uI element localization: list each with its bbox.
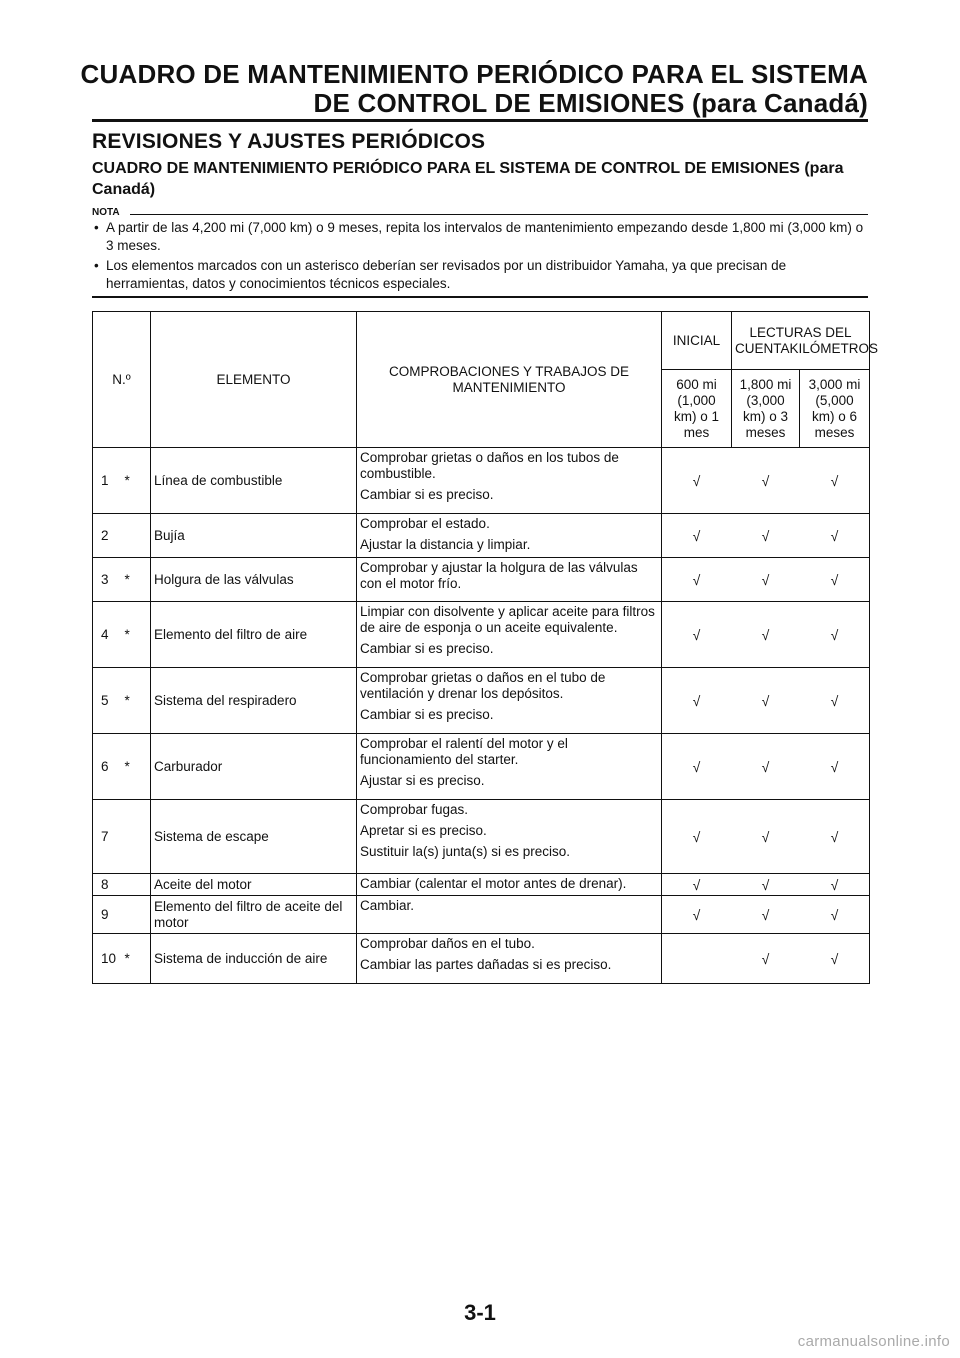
nota-list (92, 219, 868, 295)
row-checks (662, 558, 870, 602)
check-mark: √ (761, 692, 770, 709)
action-line: Ajustar si es preciso. (360, 773, 485, 788)
check-mark: √ (692, 571, 701, 588)
table-row (93, 602, 870, 668)
check-mark: √ (761, 906, 770, 923)
row-number: 7 (93, 800, 123, 874)
action-line: Comprobar el estado. (360, 516, 490, 531)
row-checks (662, 602, 870, 668)
row-number: 4 (93, 602, 123, 668)
check-mark: √ (830, 876, 839, 893)
check-mark: √ (692, 626, 701, 643)
check-mark: √ (830, 758, 839, 775)
row-element: Holgura de las válvulas (151, 558, 357, 602)
table-row (93, 668, 870, 734)
row-asterisk: * (123, 558, 151, 602)
row-asterisk (123, 896, 151, 934)
header-actions: COMPROBACIONES Y TRABAJOS DE MANTENIMIENTO (357, 312, 662, 448)
chapter-title-line-1: CUADRO DE MANTENIMIENTO PERIÓDICO PARA EL SISTEMA (80, 59, 868, 89)
row-actions (357, 668, 662, 734)
row-number: 6 (93, 734, 123, 800)
section-subtitle: CUADRO DE MANTENIMIENTO PERIÓDICO PARA EL SISTEMA DE CONTROL DE EMISIONES (para Canadá) (92, 160, 844, 198)
header-interval-2: 1,800 mi (3,000 km) o 3 meses (732, 370, 800, 448)
check-mark: √ (692, 828, 701, 845)
title-rule (92, 119, 868, 122)
table-row (93, 874, 870, 896)
row-element: Bujía (151, 514, 357, 558)
maintenance-table (92, 311, 879, 984)
header-readings: LECTURAS DEL CUENTAKILÓMETROS (732, 312, 870, 370)
check-mark: √ (692, 906, 701, 923)
row-actions (357, 514, 662, 558)
row-asterisk: * (123, 668, 151, 734)
row-asterisk: * (123, 448, 151, 514)
row-actions (357, 896, 662, 934)
row-number: 9 (93, 896, 123, 934)
row-element: Aceite del motor (151, 874, 357, 896)
action-line: Cambiar si es preciso. (360, 641, 494, 656)
action-line: Comprobar grietas o daños en los tubos de combustible. (360, 450, 619, 481)
check-mark: √ (830, 692, 839, 709)
row-checks (662, 800, 870, 874)
row-element: Sistema de inducción de aire (151, 934, 357, 984)
row-number: 2 (93, 514, 123, 558)
chapter-title-line-2: DE CONTROL DE EMISIONES (para Canadá) (313, 88, 868, 118)
nota-end-rule (92, 296, 868, 298)
table-row (93, 514, 870, 558)
row-checks (662, 874, 870, 896)
nota-label: NOTA (92, 207, 120, 218)
check-mark: √ (830, 906, 839, 923)
check-mark: √ (761, 571, 770, 588)
row-checks (662, 934, 870, 984)
row-actions (357, 734, 662, 800)
table-body (93, 448, 870, 984)
action-line: Apretar si es preciso. (360, 823, 487, 838)
action-line: Sustituir la(s) junta(s) si es preciso. (360, 844, 571, 859)
action-line: Cambiar las partes dañadas si es preciso. (360, 957, 612, 972)
row-checks (662, 514, 870, 558)
check-mark: √ (761, 758, 770, 775)
row-number: 10 (93, 934, 123, 984)
row-asterisk: * (123, 934, 151, 984)
action-line: Ajustar la distancia y limpiar. (360, 537, 531, 552)
row-actions (357, 558, 662, 602)
row-checks (662, 896, 870, 934)
check-mark: √ (692, 876, 701, 893)
row-checks (662, 448, 870, 514)
row-element: Línea de combustible (151, 448, 357, 514)
header-element: ELEMENTO (151, 312, 357, 448)
check-mark: √ (692, 692, 701, 709)
header-initial: INICIAL (662, 312, 732, 370)
table-row (93, 896, 870, 934)
check-mark: √ (830, 472, 839, 489)
check-mark: √ (761, 472, 770, 489)
row-actions (357, 448, 662, 514)
row-number: 3 (93, 558, 123, 602)
row-actions (357, 800, 662, 874)
row-element: Elemento del filtro de aceite del motor (151, 896, 357, 934)
row-asterisk (123, 800, 151, 874)
row-element: Carburador (151, 734, 357, 800)
nota-item: • Los elementos marcados con un asterisco deberían ser revisados por un distribuidor Yamaha, ya que precisan de herramientas, datos y conocimientos técnicos especiales. (92, 257, 868, 293)
action-line: Comprobar fugas. (360, 802, 469, 817)
table-row (93, 800, 870, 874)
check-mark: √ (761, 828, 770, 845)
check-mark: √ (692, 758, 701, 775)
action-line: Cambiar (calentar el motor antes de drenar). (360, 876, 627, 891)
row-number: 5 (93, 668, 123, 734)
row-checks (662, 668, 870, 734)
action-line: Comprobar daños en el tubo. (360, 936, 535, 951)
action-line: Comprobar el ralentí del motor y el funcionamiento del starter. (360, 736, 568, 767)
check-mark: √ (692, 472, 701, 489)
row-actions (357, 874, 662, 896)
row-actions (357, 934, 662, 984)
nota-item: • A partir de las 4,200 mi (7,000 km) o 9 meses, repita los intervalos de mantenimiento empezando desde 1,800 mi (3,000 km) o 3 meses. (92, 219, 868, 255)
table-row (93, 934, 870, 984)
action-line: Limpiar con disolvente y aplicar aceite para filtros de aire de esponja o un aceite equivalente. (360, 604, 655, 635)
action-line: Cambiar. (360, 898, 415, 913)
action-line: Cambiar si es preciso. (360, 487, 494, 502)
row-asterisk (123, 874, 151, 896)
check-mark: √ (761, 876, 770, 893)
table-row (93, 734, 870, 800)
table-row (93, 558, 870, 602)
table-row (93, 448, 870, 514)
row-asterisk: * (123, 734, 151, 800)
check-mark: √ (830, 950, 839, 967)
header-no: N.º (93, 312, 151, 448)
check-mark: √ (830, 571, 839, 588)
page-number: 3-1 (464, 1300, 496, 1325)
row-element: Elemento del filtro de aire (151, 602, 357, 668)
check-mark: √ (830, 828, 839, 845)
check-mark: √ (830, 527, 839, 544)
row-element: Sistema del respiradero (151, 668, 357, 734)
check-mark: √ (761, 527, 770, 544)
section-title: REVISIONES Y AJUSTES PERIÓDICOS (92, 130, 486, 153)
action-line: Comprobar y ajustar la holgura de las válvulas con el motor frío. (360, 560, 638, 591)
nota-rule (130, 214, 868, 215)
row-asterisk: * (123, 602, 151, 668)
row-element: Sistema de escape (151, 800, 357, 874)
check-mark: √ (692, 527, 701, 544)
row-number: 8 (93, 874, 123, 896)
watermark-footer: carmanualsonline.info (797, 1333, 950, 1350)
check-mark: √ (830, 626, 839, 643)
check-mark: √ (761, 950, 770, 967)
row-checks (662, 734, 870, 800)
row-actions (357, 602, 662, 668)
check-mark: √ (761, 626, 770, 643)
header-interval-3: 3,000 mi (5,000 km) o 6 meses (800, 370, 870, 448)
row-number: 1 (93, 448, 123, 514)
check-mark (662, 951, 730, 967)
action-line: Comprobar grietas o daños en el tubo de ventilación y drenar los depósitos. (360, 670, 606, 701)
action-line: Cambiar si es preciso. (360, 707, 494, 722)
row-asterisk (123, 514, 151, 558)
header-interval-1: 600 mi (1,000 km) o 1 mes (662, 370, 732, 448)
